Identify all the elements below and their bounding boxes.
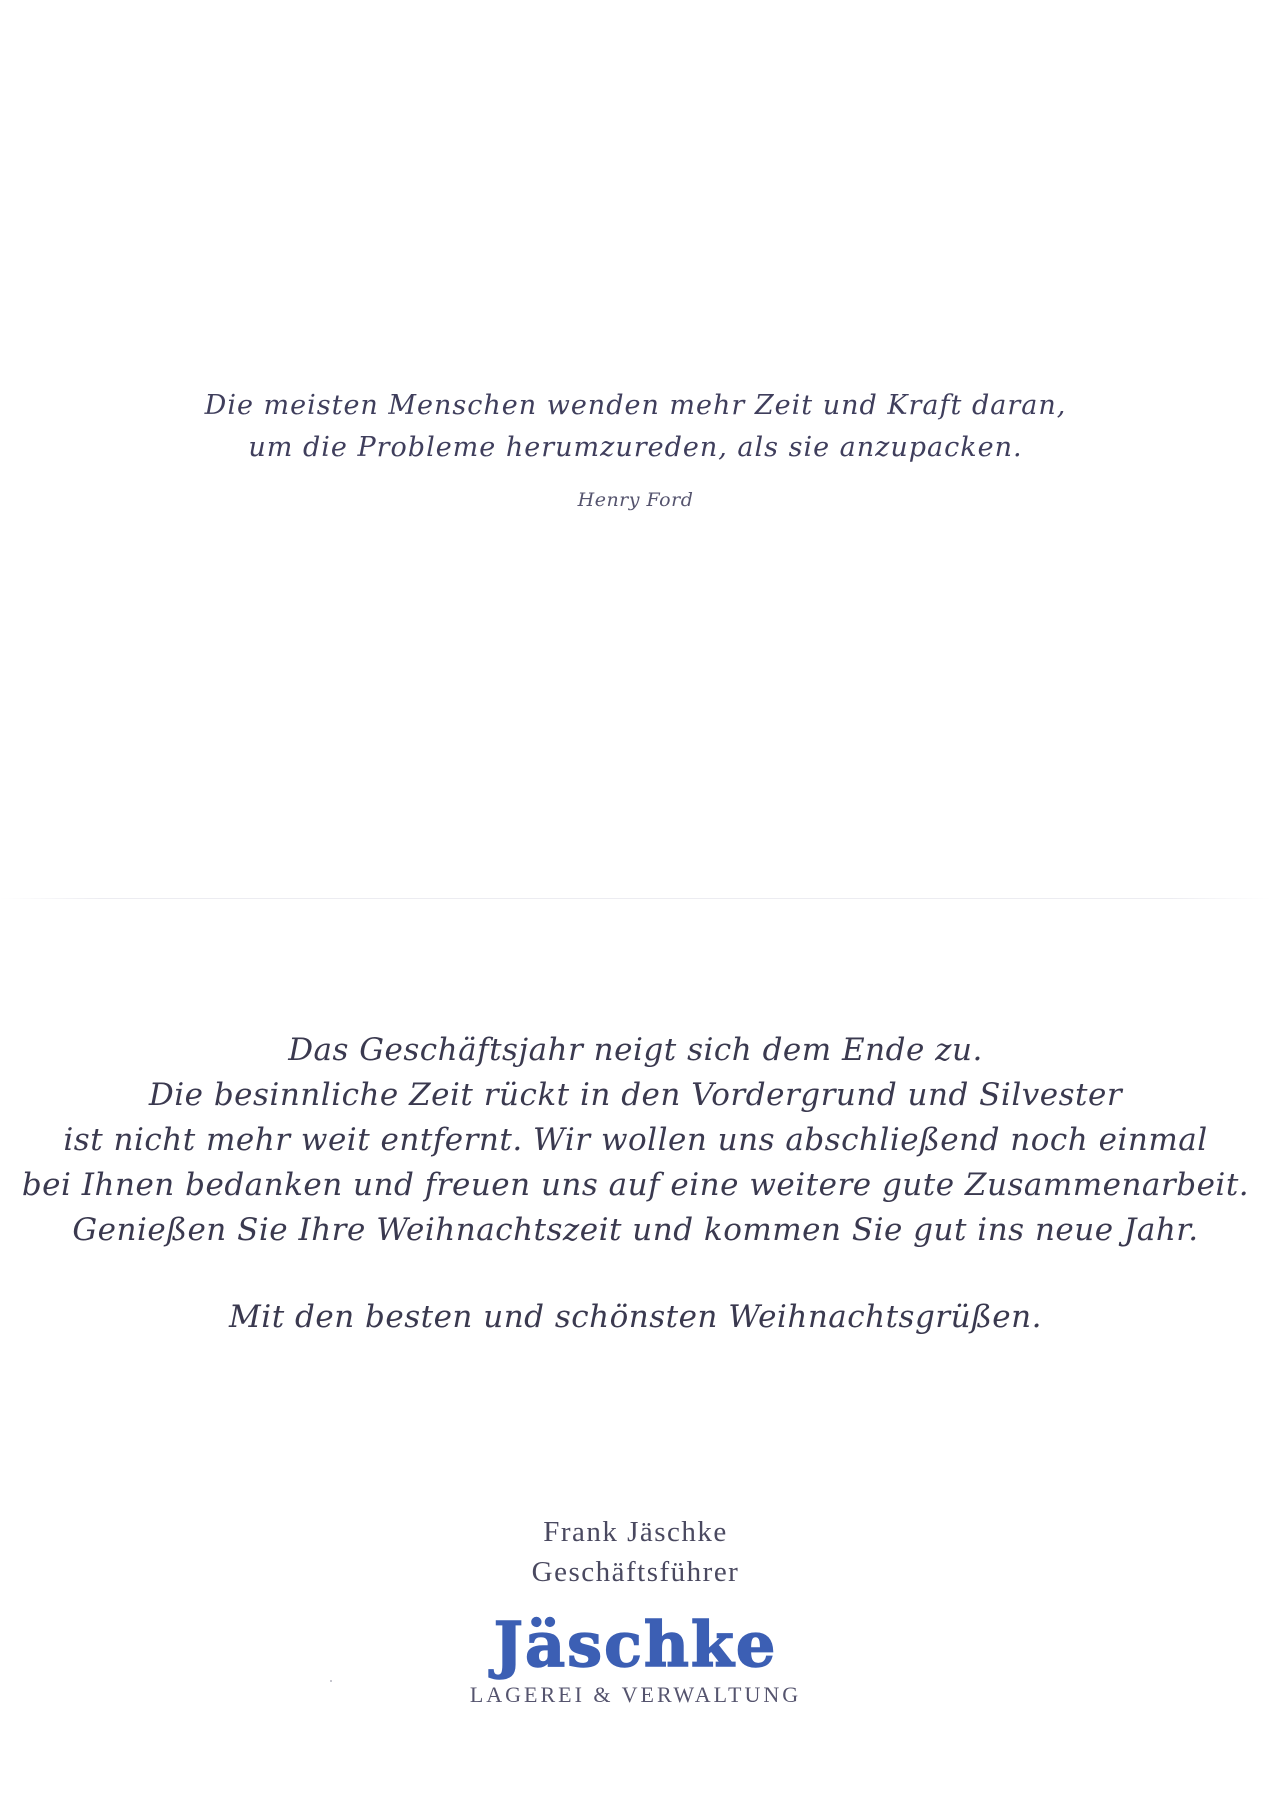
quote-line: Die meisten Menschen wenden mehr Zeit und Kraft daran, [204,390,1067,421]
closing-line: Mit den besten und schönsten Weihnachtsgrüßen. [229,1299,1042,1335]
logo-wordmark: Jäschke [493,1608,778,1681]
signer-role: Geschäftsführer [531,1556,740,1588]
quote [0,385,1271,511]
company-logo [0,1610,1271,1708]
signer-name: Frank Jäschke [543,1516,728,1548]
fold-divider [0,898,1271,899]
paper-speck [330,1680,332,1682]
signature [0,1512,1271,1592]
quote-author: Henry Ford [577,489,694,511]
greeting-line: Die besinnliche Zeit rückt in den Vordergrund und Silvester [148,1077,1123,1113]
greeting-line: ist nicht mehr weit entfernt. Wir wollen uns abschließend noch einmal [63,1122,1208,1158]
greeting-message [0,1028,1271,1340]
quote-line: um die Probleme herumzureden, als sie anzupacken. [248,432,1023,463]
greeting-line: Genießen Sie Ihre Weihnachtszeit und kommen Sie gut ins neue Jahr. [72,1212,1199,1248]
greeting-line: Das Geschäftsjahr neigt sich dem Ende zu. [288,1032,983,1068]
greeting-line: bei Ihnen bedanken und freuen uns auf eine weitere gute Zusammenarbeit. [21,1167,1250,1203]
logo-subtitle: LAGEREI & VERWALTUNG [469,1682,802,1707]
